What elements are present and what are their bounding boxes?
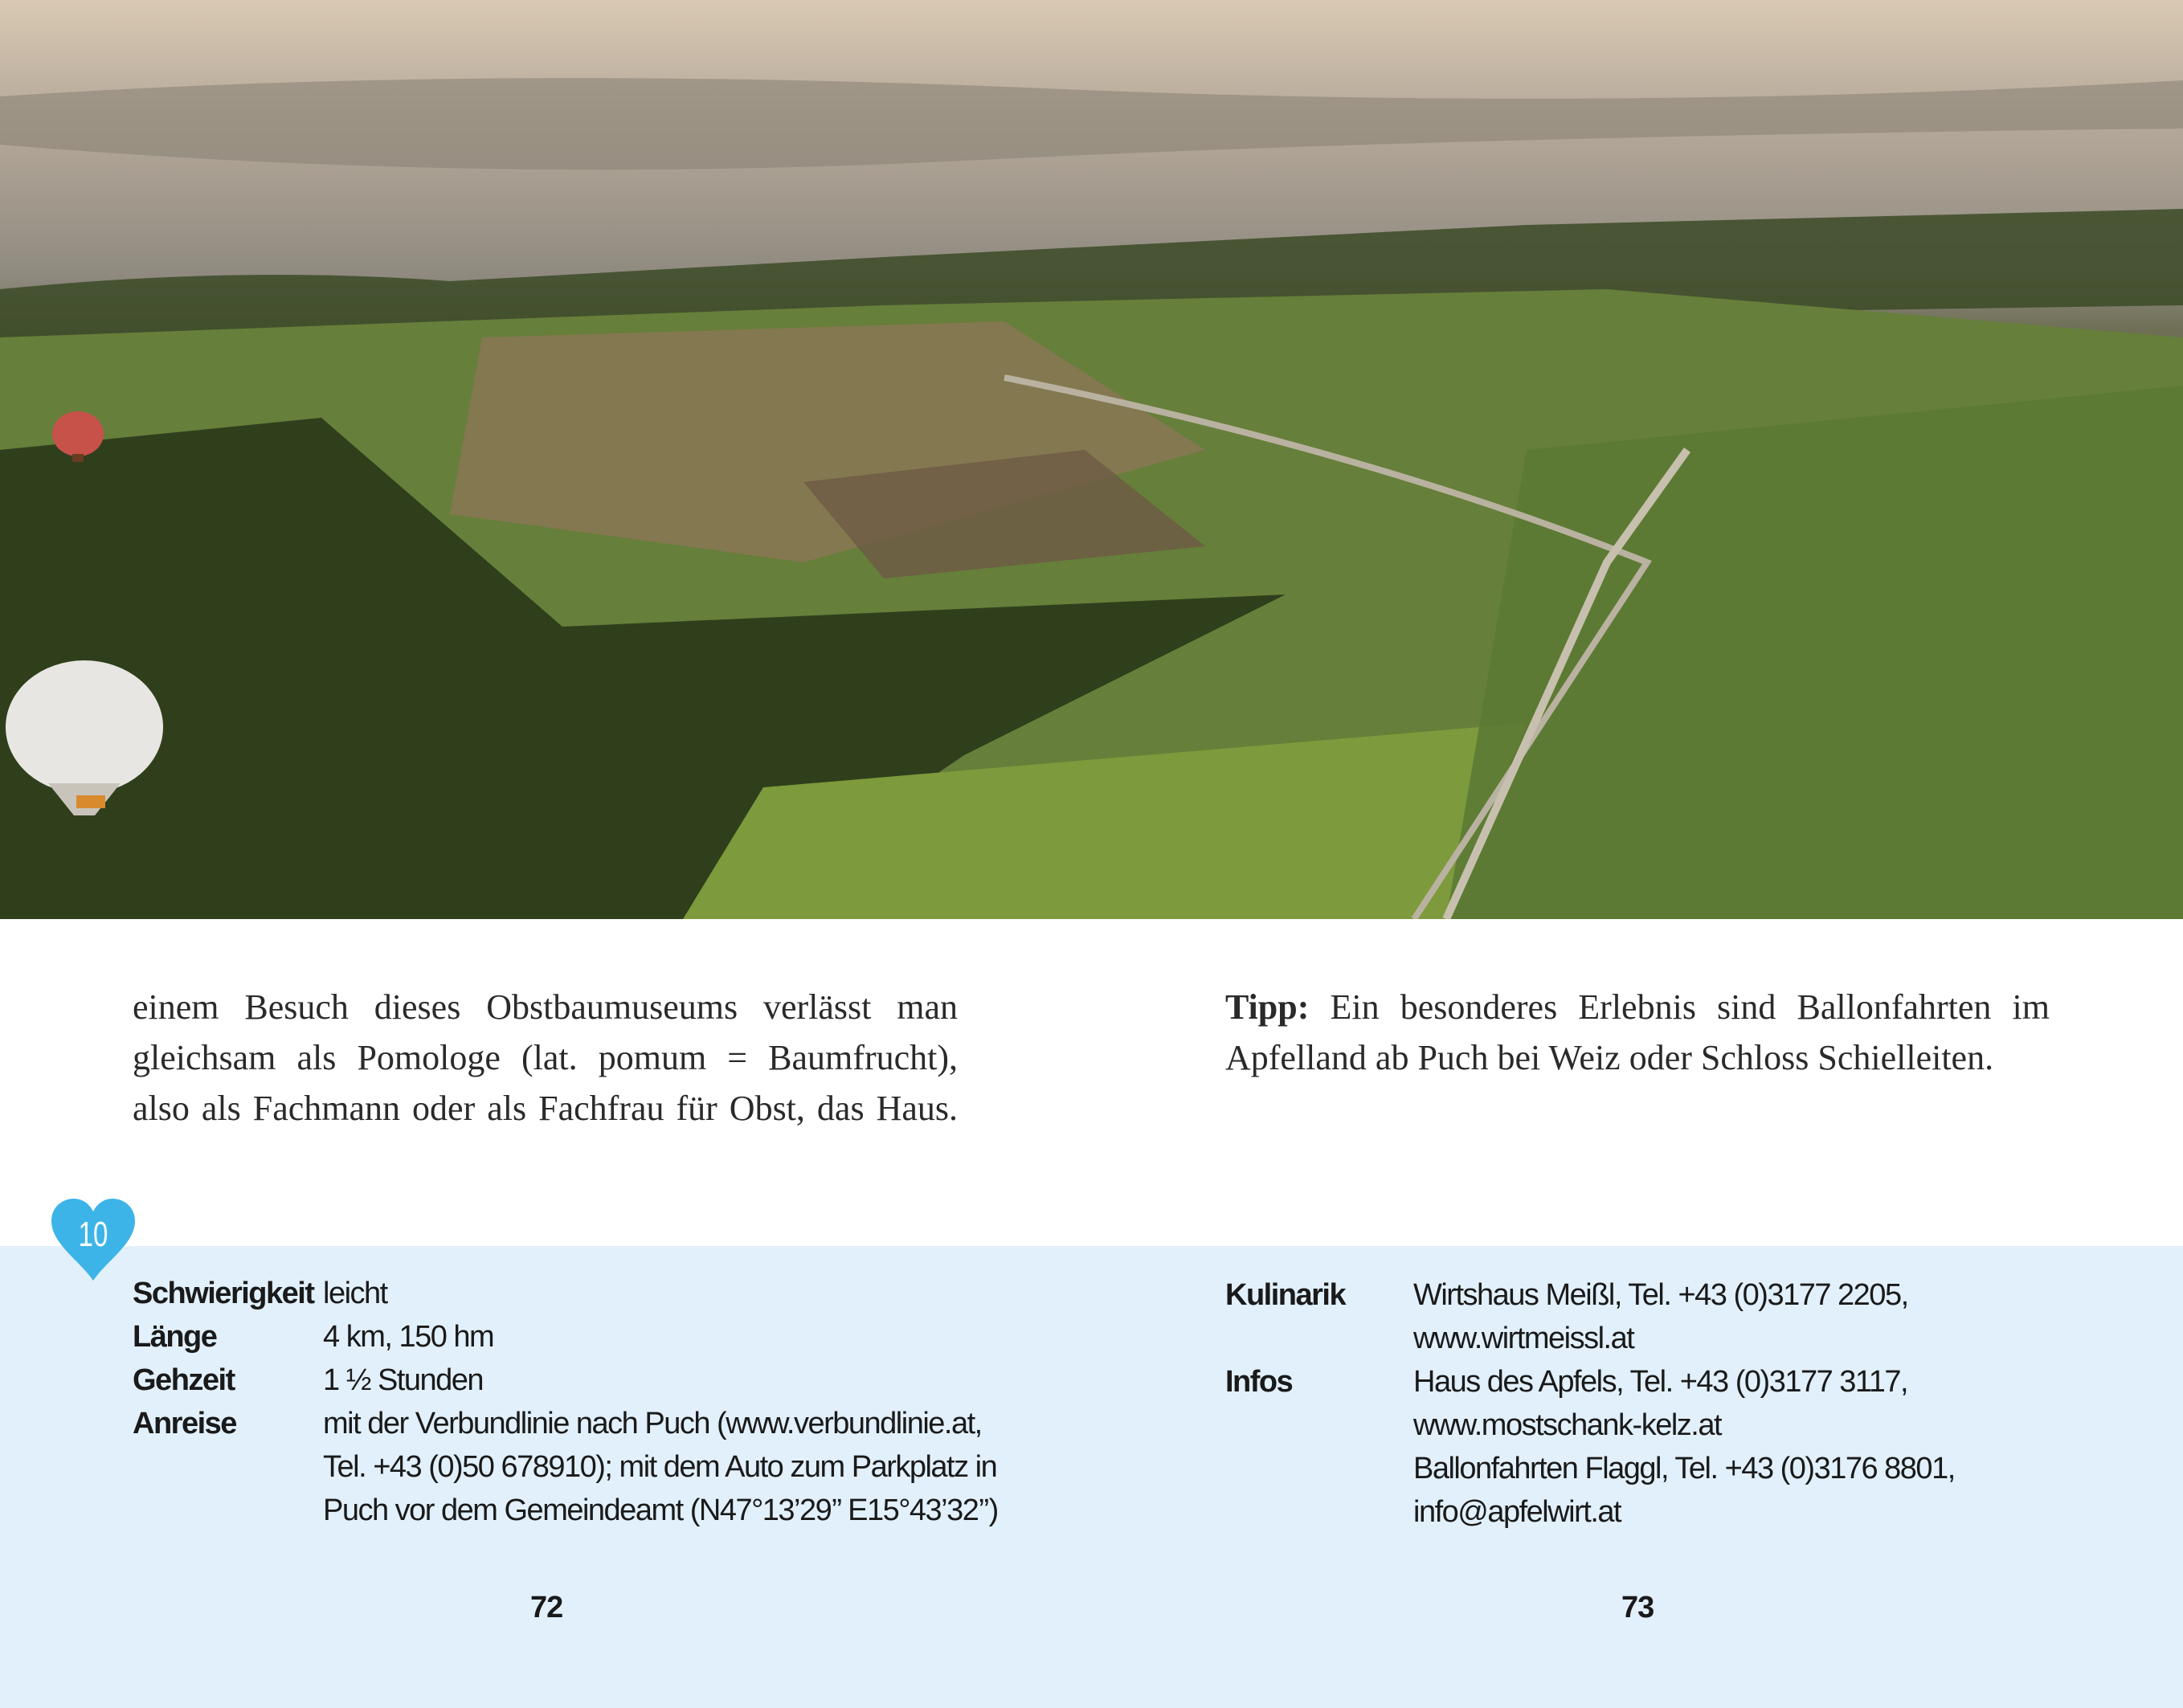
tour-info-right xyxy=(1225,1273,1955,1534)
text-line xyxy=(1225,982,2050,1032)
info-link[interactable]: www.mostschank-kelz.at xyxy=(1413,1408,1722,1442)
text-line: also als Fachmann oder als Fachfrau für Obst, das Haus. xyxy=(133,1089,958,1128)
tour-number: 10 xyxy=(78,1215,108,1254)
tip-text-1: Ein besonderes Erlebnis sind Ballonfahrten im xyxy=(1309,987,2050,1027)
text-line: einem Besuch dieses Obstbaumuseums verlässt man xyxy=(133,987,958,1027)
info-label: Länge xyxy=(133,1320,217,1354)
info-label: Schwierigkeit xyxy=(133,1277,314,1310)
info-value: 4 km, 150 hm xyxy=(323,1320,494,1354)
text-line: Apfelland ab Puch bei Weiz oder Schloss Schielleiten. xyxy=(1225,1038,1994,1077)
info-value: Puch vor dem Gemeindeamt (N47°13’29’’ E15°43’32’’) xyxy=(323,1493,998,1527)
info-value: mit der Verbundlinie nach Puch (www.verbundlinie.at, xyxy=(323,1407,982,1440)
info-value: leicht xyxy=(323,1277,387,1310)
info-row-arrival xyxy=(133,1402,998,1532)
left-body-text xyxy=(133,982,958,1134)
info-label: Anreise xyxy=(133,1407,236,1440)
info-value: Haus des Apfels, Tel. +43 (0)3177 3117, xyxy=(1413,1365,1908,1399)
page-number-right: 73 xyxy=(1621,1591,1654,1624)
info-row-infos xyxy=(1225,1360,1955,1534)
tour-info-left xyxy=(133,1272,998,1532)
info-value: Wirtshaus Meißl, Tel. +43 (0)3177 2205, xyxy=(1413,1278,1908,1312)
info-row-walktime xyxy=(133,1359,998,1402)
page-number-left: 72 xyxy=(530,1591,563,1624)
text-line: gleichsam als Pomologe (lat. pomum = Baumfrucht), xyxy=(133,1038,958,1077)
info-value: Tel. +43 (0)50 678910); mit dem Auto zum Parkplatz in xyxy=(323,1450,997,1484)
tip-text xyxy=(1225,982,2050,1083)
info-label: Kulinarik xyxy=(1225,1278,1346,1312)
info-label: Gehzeit xyxy=(133,1363,235,1397)
info-row-culinary xyxy=(1225,1273,1955,1360)
info-email[interactable]: info@apfelwirt.at xyxy=(1413,1495,1621,1529)
info-label: Infos xyxy=(1225,1365,1293,1399)
info-row-length xyxy=(133,1315,998,1359)
info-row-difficulty xyxy=(133,1272,998,1315)
info-value: Ballonfahrten Flaggl, Tel. +43 (0)3176 8801, xyxy=(1413,1452,1955,1485)
info-value: 1 ½ Stunden xyxy=(323,1363,484,1397)
info-link[interactable]: www.wirtmeissl.at xyxy=(1413,1322,1634,1355)
tip-label: Tipp: xyxy=(1225,987,1310,1027)
